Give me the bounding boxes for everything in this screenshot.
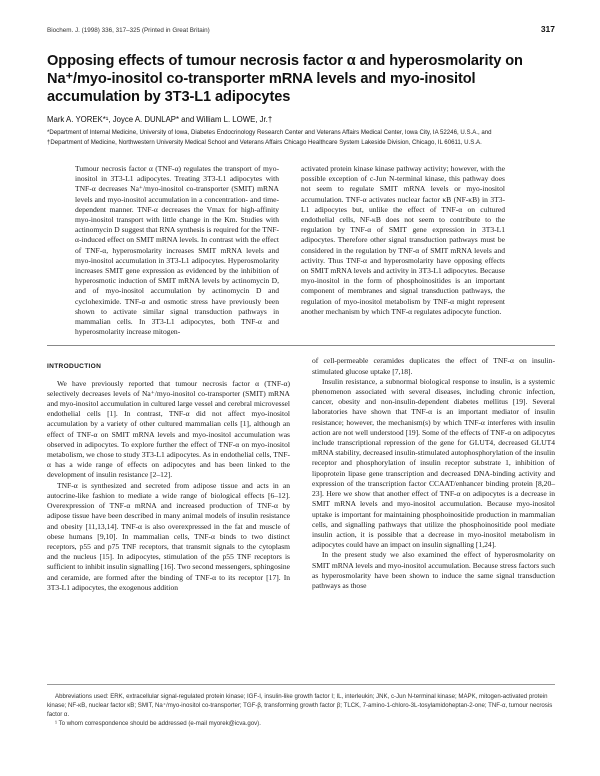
body-right-column bbox=[312, 356, 555, 592]
paragraph: Insulin resistance, a subnormal biological response to insulin, is a systemic phenomenon associated with several diseases, including chronic infection, cancer, obesity and non-insulin-dependent diabetes mellitus [19]. Several laboratories have shown that TNF-α is an important mediator of insulin resistance; however, the mechanism(s) by which TNF-α interferes with insulin action are not well understood [19]. Some of the effects of TNF-α on adipocytes include transcriptional repression of the gene for GLUT4, decreased GLUT4 mRNA stability, decreased insulin-stimulated autophosphorylation of the insulin receptor and phosphorylation of insulin receptor substrate 1, inhibition of lipoprotein lipase gene transcription and decreased DNA-binding activity and expression of the transcription factor CCAAT/enhancer binding protein [8,20–23]. Here we show that another effect of TNF-α on adipocytes is a decrease in SMIT mRNA levels and myo-inositol accumulation. Because myo-inositol uptake is important for maintaining phosphoinositide production in mammalian cells, and signalling pathways that utilize the phosphoinositide pool mediate insulin action, it is possible that a decrease in myo-inositol metabolism in adipocytes could have an impact on insulin signalling [1,24]. bbox=[312, 376, 555, 550]
correspondence-footnote: ¹ To whom correspondence should be addressed (e-mail myorek@icva.gov). bbox=[55, 720, 261, 727]
article-title: Opposing effects of tumour necrosis factor α and hyperosmolarity on Na⁺/myo-inositol co-transporter mRNA levels and myo-inositol accumulation by 3T3-L1 adipocytes bbox=[47, 53, 523, 105]
journal-citation: Biochem. J. (1998) 336, 317–325 (Printed in Great Britain) bbox=[47, 27, 210, 34]
body-left-column bbox=[47, 356, 290, 592]
paragraph: of cell-permeable ceramides duplicates the effect of TNF-α on insulin-stimulated glucose uptake [7,18]. bbox=[312, 356, 555, 376]
paragraph: In the present study we also examined the effect of hyperosmolarity on SMIT mRNA levels and myo-inositol accumulation. Because stress factors such as hyperosmolarity have been shown to induce the same signal transduction pathways as those bbox=[312, 550, 555, 590]
affiliation-1: *Department of Internal Medicine, University of Iowa, Diabetes Endocrinology Research Center and Veterans Affairs Medical Center, Iowa City, IA 52246, U.S.A., and bbox=[47, 129, 492, 136]
abstract bbox=[47, 164, 555, 337]
page-number: 317 bbox=[540, 24, 555, 34]
introduction-body bbox=[47, 356, 555, 592]
author-list: Mark A. YOREK*¹, Joyce A. DUNLAP* and William L. LOWE, Jr.† bbox=[47, 115, 273, 124]
article-page bbox=[47, 24, 555, 593]
affiliations bbox=[47, 128, 555, 147]
paragraph: We have previously reported that tumour necrosis factor α (TNF-α) selectively decreases levels of Na⁺/myo-inositol co-transporter (SMIT) mRNA and myo-inositol accumulation in cultured large vessel and cerebral microvessel endothelial cells [1]. In contrast, TNF-α did not affect myo-inositol accumulation by a variety of other cultured mammalian cells [1], although an effect of TNF-α on SMIT mRNA levels and myo-inositol accumulation was observed in adipocytes. To explore further the effect of TNF-α on myo-inositol metabolism, we chose to study 3T3-L1 adipocytes. As in endothelial cells, TNF-α has a wide range of effects on adipocytes and has been linked to the development of insulin resistance [2–12]. bbox=[47, 378, 290, 480]
abstract-left-column: Tumour necrosis factor α (TNF-α) regulates the transport of myo-inositol in 3T3-L1 adipocytes. Treating 3T3-L1 adipocytes with TNF-α decreases Na⁺/myo-inositol co-transporter (SMIT) mRNA levels and myo-inositol accumulation in a concentration- and time-dependent manner. TNF-α decreases the Vmax for high-affinity myo-inositol transport with little change in the Km. Studies with actinomycin D suggest that RNA synthesis is required for the TNF-α-induced effect on SMIT mRNA levels. In contrast with the effect of TNF-α, hyperosmolarity increases SMIT mRNA levels and myo-inositol accumulation in 3T3-L1 adipocytes. Hyperosmolarity increases SMIT gene expression as evidenced by the inhibition of hyperosmotic induction of SMIT mRNA levels by actinomycin D, and of myo-inositol accumulation by actinomycin D and cycloheximide. TNF-α and osmotic stress have previously been shown to activate similar signal transduction pathways in mammalian cells. In 3T3-L1 adipocytes, both TNF-α and hyperosmolarity increase mitogen- bbox=[75, 164, 279, 337]
abstract-right-column: activated protein kinase kinase pathway activity; however, with the possible exception of c-Jun N-terminal kinase, this pathway does not seem to regulate SMIT mRNA levels or myo-inositol accumulation. TNF-α activates nuclear factor κB (NF-κB) in 3T3-L1 adipocytes but, unlike the effect of TNF-α on cultured endothelial cells, NF-κB does not seem to contribute to the regulation by TNF-α of SMIT gene expression in 3T3-L1 adipocytes. Therefore other signal transduction pathways must be considered in the regulation by TNF-α of SMIT mRNA levels and activity. Thus TNF-α and hyperosmolarity have opposing effects on SMIT mRNA levels and activity in 3T3-L1 adipocytes. Because myo-inositol in the form of phosphoinositides is an important component of membranes and signal transduction pathways, the regulation of myo-inositol metabolism by TNF-α might represent another mechanism by which TNF-α regulates adipocyte function. bbox=[301, 164, 505, 316]
section-divider bbox=[47, 345, 555, 346]
abbreviations-footnote: Abbreviations used: ERK, extracellular signal-regulated protein kinase; IGF-I, insulin-like growth factor I; IL, interleukin; JNK, c-Jun N-terminal kinase; MAPK, mitogen-activated protein kinase; NF-κB, nuclear factor κB; SMIT, Na⁺/myo-inositol co-transporter; TGF-β, transforming growth factor β; TLCK, 7-amino-1-chloro-3L-tosylamidoheptan-2-one; TNF-α, tumour necrosis factor α. bbox=[47, 693, 553, 718]
section-heading: INTRODUCTION bbox=[47, 363, 102, 371]
running-head bbox=[47, 24, 555, 38]
affiliation-2: †Department of Medicine, Northwestern University Medical School and Veterans Affairs Chicago Healthcare System Lakeside Division, Chicago, IL 60611, U.S.A. bbox=[47, 138, 482, 146]
paragraph: TNF-α is synthesized and secreted from adipose tissue and acts in an autocrine-like fashion to mediate a wide range of biological effects [6–12]. Overexpression of TNF-α mRNA and increased production of TNF-α by adipose tissue have been described in many animal models of insulin resistance and obesity [11,13,14]. TNF-α is also overexpressed in the fat and muscle of obese humans [9,10]. In mammalian cells, TNF-α binds to two distinct receptors, p55 and p75 TNF receptors, that transmit signals to the cytoplasm and the nucleus [15]. In adipocytes, stimulation of the p55 TNF receptors is sufficient to inhibit insulin signalling [16]. Two second messengers, sphingosine and ceramide, are formed after the binding of TNF-α to its receptor [17]. In 3T3-L1 adipocytes, the exogenous addition bbox=[47, 480, 290, 592]
footnotes bbox=[47, 684, 555, 728]
